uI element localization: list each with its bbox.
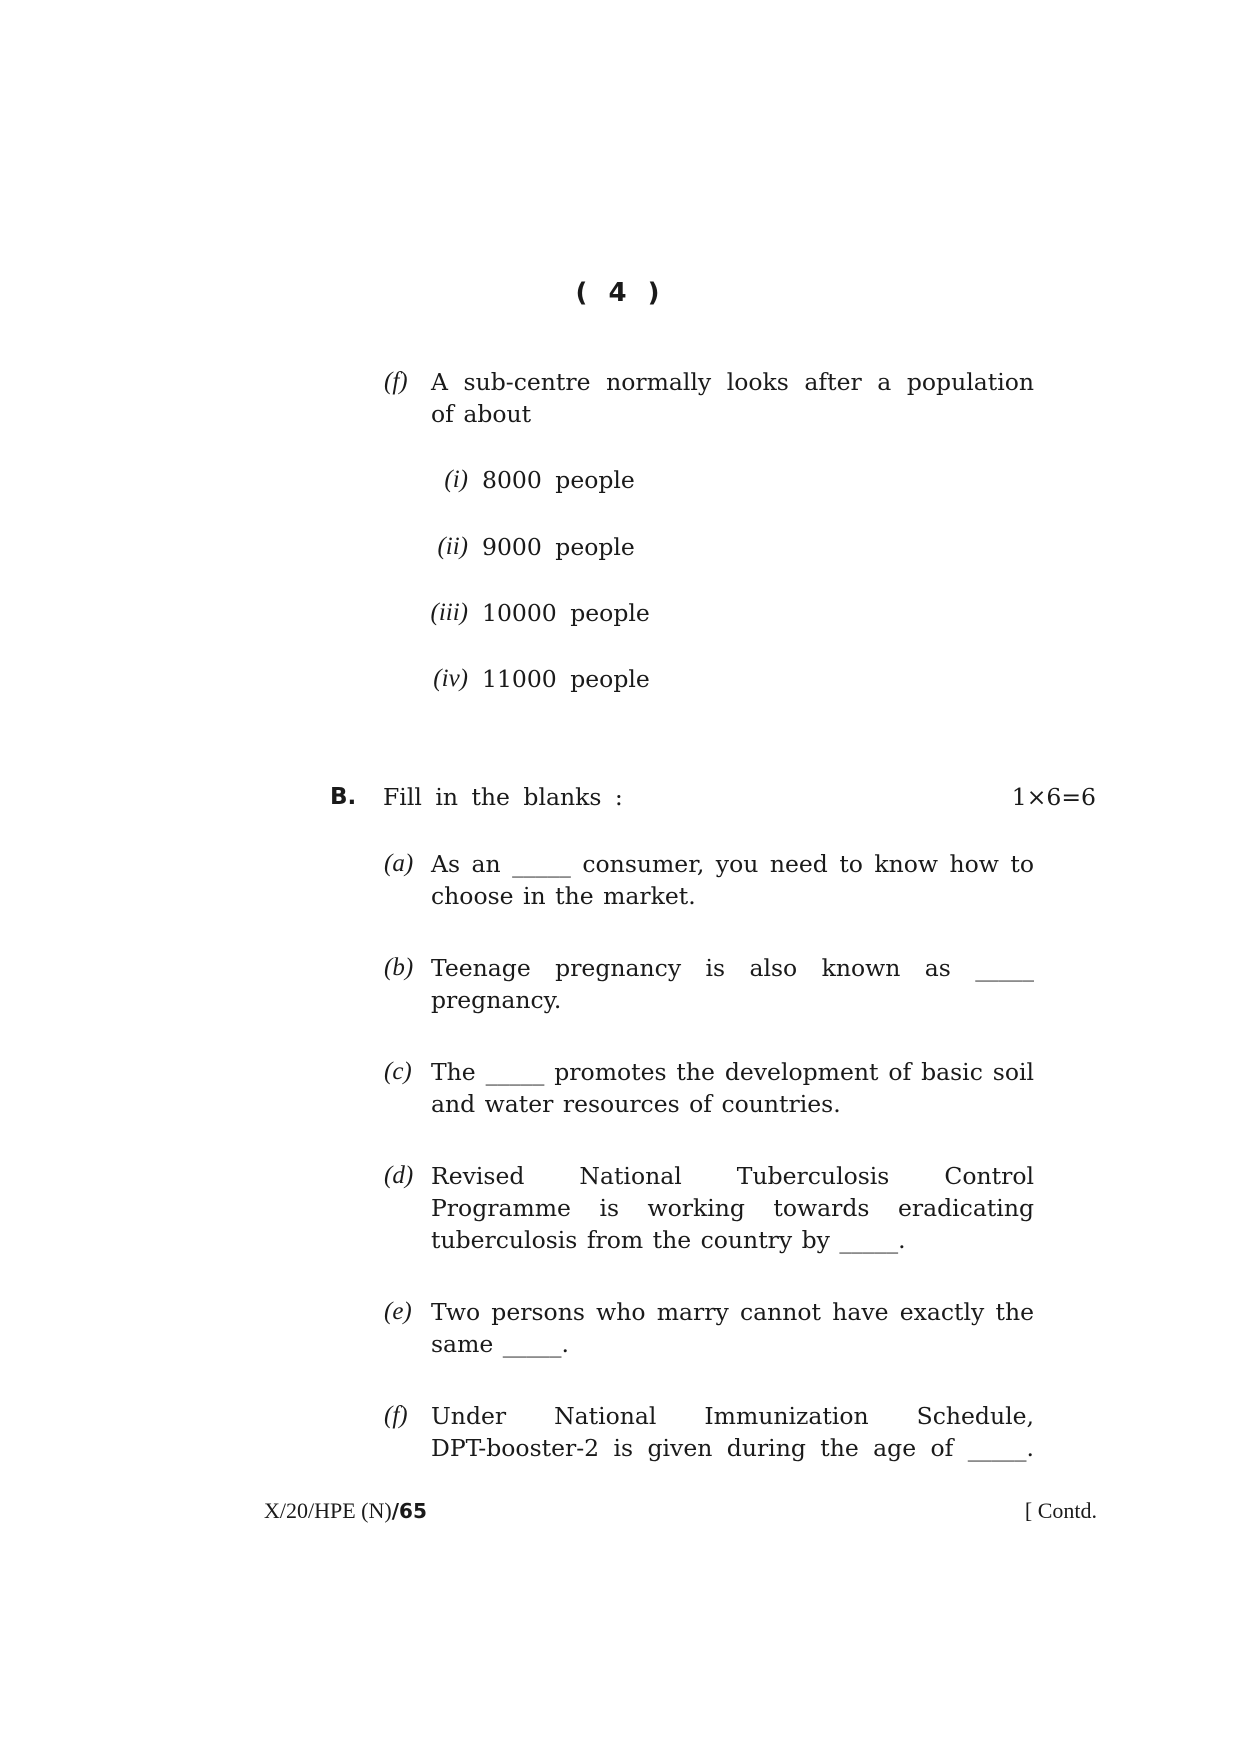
item-text bbox=[431, 952, 1034, 1016]
item-text bbox=[431, 1056, 1034, 1120]
option-label: (iv) bbox=[433, 665, 468, 692]
option-label: (i) bbox=[444, 466, 468, 493]
section-marks: 1×6=6 bbox=[1011, 783, 1096, 811]
item-line: and water resources of countries. bbox=[431, 1090, 841, 1118]
item-line: Under National Immunization Schedule, bbox=[431, 1402, 1034, 1430]
page-number: ( 4 ) bbox=[575, 278, 666, 308]
paper-code bbox=[264, 1497, 427, 1525]
option-label: (ii) bbox=[437, 533, 468, 560]
item-label: (b) bbox=[384, 954, 414, 981]
item-label: (d) bbox=[384, 1162, 414, 1189]
item-line: same _____. bbox=[431, 1330, 569, 1358]
item-label: (a) bbox=[384, 850, 414, 877]
question-line: A sub-centre normally looks after a population bbox=[431, 368, 1034, 396]
item-line: The _____ promotes the development of basic soil bbox=[431, 1058, 1034, 1086]
item-label: (c) bbox=[384, 1058, 412, 1085]
item-text bbox=[431, 1400, 1034, 1464]
item-line: pregnancy. bbox=[431, 986, 562, 1014]
item-text bbox=[431, 1160, 1034, 1256]
question-label: (f) bbox=[384, 368, 408, 395]
item-line: Revised National Tuberculosis Control bbox=[431, 1162, 1034, 1190]
item-text bbox=[431, 848, 1034, 912]
contd-note: [ Contd. bbox=[1024, 1498, 1097, 1523]
section-label: B. bbox=[330, 784, 357, 810]
item-label: (e) bbox=[384, 1298, 412, 1325]
paper-code-suffix: /65 bbox=[391, 1499, 427, 1523]
question-text bbox=[431, 366, 1034, 430]
item-line: choose in the market. bbox=[431, 882, 696, 910]
item-line: DPT-booster-2 is given during the age of _____. bbox=[431, 1434, 1034, 1462]
option-label: (iii) bbox=[430, 599, 468, 626]
option-text: 10000 people bbox=[482, 599, 650, 627]
option-text: 9000 people bbox=[482, 533, 635, 561]
section-b-heading bbox=[330, 780, 1096, 814]
item-line: Programme is working towards eradicating bbox=[431, 1194, 1034, 1222]
item-text bbox=[431, 1296, 1034, 1360]
item-line: Two persons who marry cannot have exactly the bbox=[431, 1298, 1034, 1326]
option-text: 11000 people bbox=[482, 665, 650, 693]
paper-code-prefix: X/20/HPE (N) bbox=[264, 1498, 392, 1523]
item-label: (f) bbox=[384, 1402, 408, 1429]
section-title: Fill in the blanks : bbox=[383, 783, 623, 811]
item-line: Teenage pregnancy is also known as _____ bbox=[431, 954, 1034, 982]
question-line: of about bbox=[431, 400, 532, 428]
item-line: As an _____ consumer, you need to know how to bbox=[431, 850, 1034, 878]
item-line: tuberculosis from the country by _____. bbox=[431, 1226, 906, 1254]
option-text: 8000 people bbox=[482, 466, 635, 494]
